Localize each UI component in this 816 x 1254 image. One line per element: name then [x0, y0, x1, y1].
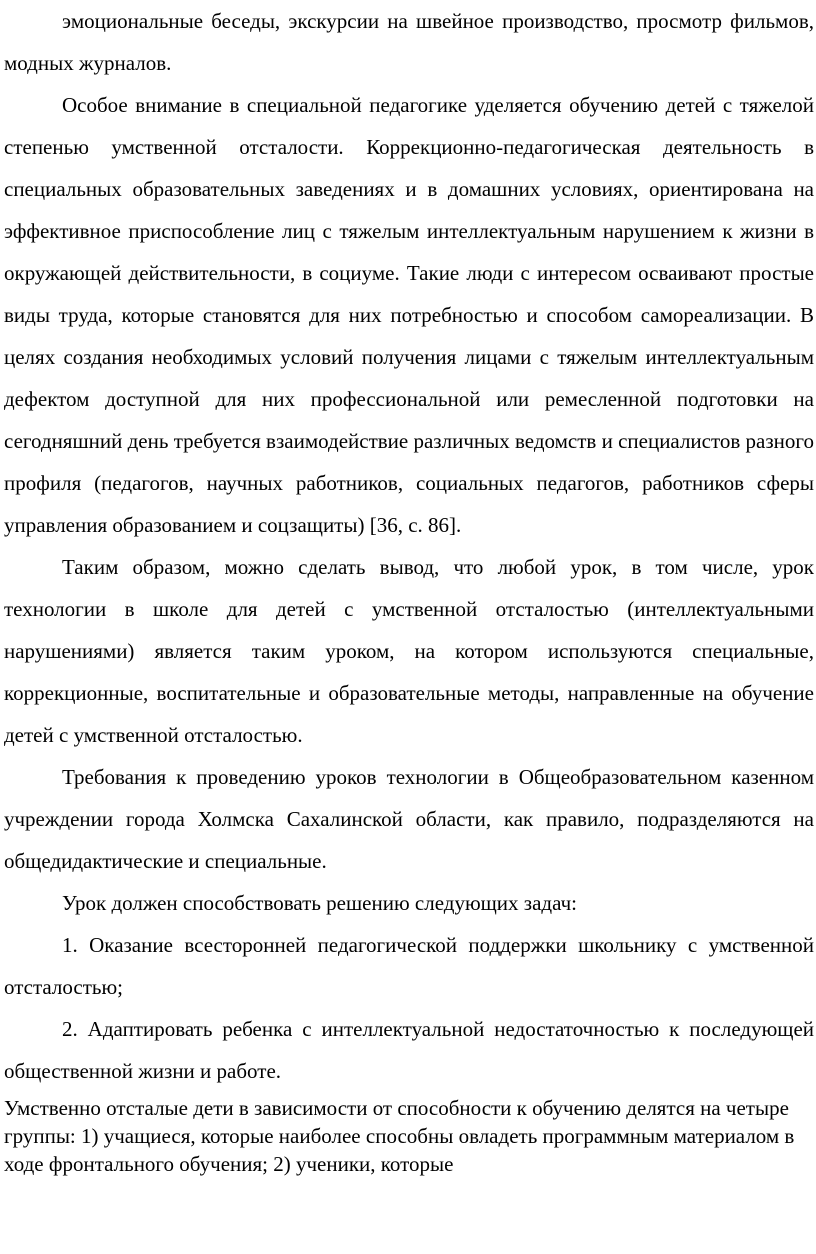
- paragraph-task-2: 2. Адаптировать ребенка с интеллектуальной недостаточностью к последующей общественной жизни и работе.: [4, 1017, 814, 1083]
- paragraph-special-pedagogy: Особое внимание в специальной педагогике уделяется обучению детей с тяжелой степенью умственной отсталости. Коррекционно-педагогическая деятельность в специальных образовательных заведениях и в домашних условиях, ориентирована на эффективное приспособление лиц с тяжелым интеллектуальным нарушением к жизни в окружающей действительности, в социуме. Такие люди с интересом осваивают простые виды труда, которые становятся для них потребностью и способом самореализации. В целях создания необходимых условий получения лицами с тяжелым интеллектуальным дефектом доступной для них профессиональной или ремесленной подготовки на сегодняшний день требуется взаимодействие различных ведомств и специалистов разного профиля (педагогов, научных работников, социальных педагогов, работников сферы управления образованием и соцзащиты) [36, с. 86].: [4, 93, 814, 537]
- paragraph-continuation: эмоциональные беседы, экскурсии на швейное производство, просмотр фильмов, модных журналов.: [4, 9, 814, 75]
- paragraph-groups: Умственно отсталые дети в зависимости от способности к обучению делятся на четыре группы: 1) учащиеся, которые наиболее способны овладеть программным материалом в ходе фронтального обучения; 2) ученики, которые: [4, 1096, 795, 1176]
- paragraph-task-1: 1. Оказание всесторонней педагогической поддержки школьнику с умственной отсталостью;: [4, 933, 814, 999]
- paragraph-conclusion: Таким образом, можно сделать вывод, что любой урок, в том числе, урок технологии в школе для детей с умственной отсталостью (интеллектуальными нарушениями) является таким уроком, на котором используются специальные, коррекционные, воспитательные и образовательные методы, направленные на обучение детей с умственной отсталостью.: [4, 555, 814, 747]
- paragraph-tasks-intro: Урок должен способствовать решению следующих задач:: [62, 891, 577, 915]
- document-page: [4, 0, 814, 1178]
- paragraph-requirements: Требования к проведению уроков технологии в Общеобразовательном казенном учреждении города Холмска Сахалинской области, как правило, подразделяются на общедидактические и специальные.: [4, 765, 814, 873]
